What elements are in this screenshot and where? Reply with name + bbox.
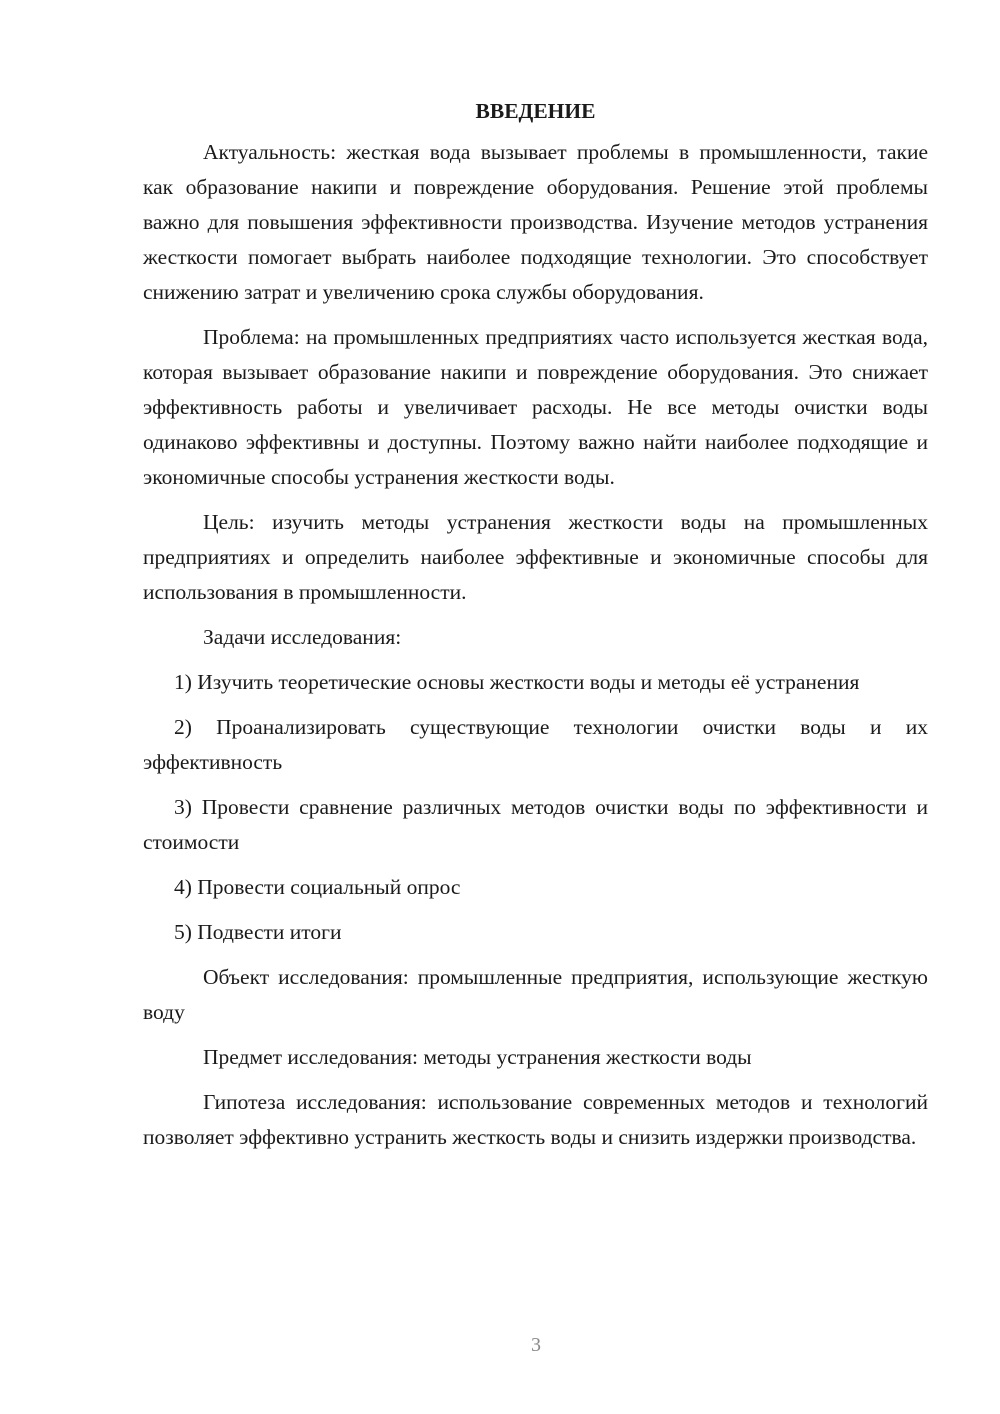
paragraph-subject: Предмет исследования: методы устранения жесткости воды xyxy=(203,1045,752,1069)
tasks-heading: Задачи исследования: xyxy=(203,625,402,649)
paragraph-problem: Проблема: на промышленных предприятиях часто используется жесткая вода, которая вызывает образование накипи и повреждение оборудования. Это снижает эффективность работы и увеличивает расходы. Не все методы очистки воды одинаково эффективны и доступны. Поэтому важно найти наиболее подходящие и экономичные способы устранения жесткости воды. xyxy=(143,325,928,489)
paragraph-relevance: Актуальность: жесткая вода вызывает проблемы в промышленности, такие как образование накипи и повреждение оборудования. Решение этой проблемы важно для повышения эффективности производства. Изучение методов устранения жесткости помогает выбрать наиболее подходящие технологии. Это способствует снижению затрат и увеличению срока службы оборудования. xyxy=(143,140,928,304)
task-item-1: 1) Изучить теоретические основы жесткости воды и методы её устранения xyxy=(174,670,860,694)
paragraph-hypothesis: Гипотеза исследования: использование современных методов и технологий позволяет эффективно устранить жесткость воды и снизить издержки производства. xyxy=(143,1090,928,1149)
task-item-3: 3) Провести сравнение различных методов очистки воды по эффективности и стоимости xyxy=(143,795,928,854)
document-page xyxy=(143,97,928,1165)
task-item-5: 5) Подвести итоги xyxy=(174,920,342,944)
paragraph-object: Объект исследования: промышленные предприятия, использующие жесткую воду xyxy=(143,965,928,1024)
task-item-2: 2) Проанализировать существующие технологии очистки воды и их эффективность xyxy=(143,715,928,774)
paragraph-goal: Цель: изучить методы устранения жесткости воды на промышленных предприятиях и определить наиболее эффективные и экономичные способы для использования в промышленности. xyxy=(143,510,928,604)
task-item-4: 4) Провести социальный опрос xyxy=(174,875,461,899)
document-title: ВВЕДЕНИЕ xyxy=(475,99,596,123)
page-number: 3 xyxy=(531,1334,541,1356)
